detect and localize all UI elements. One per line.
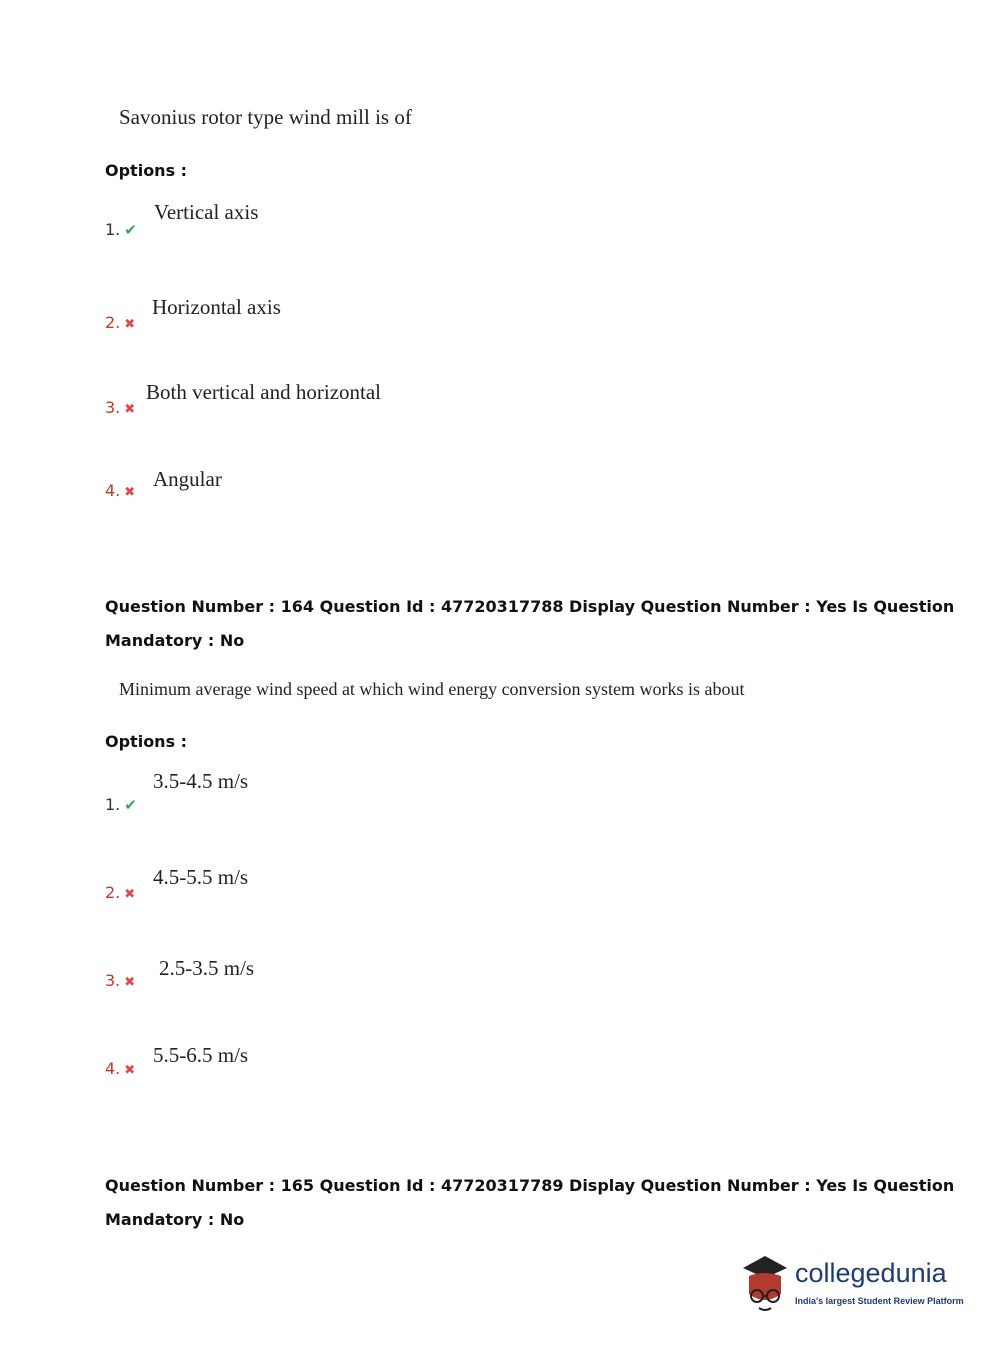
cross-icon: ✖ xyxy=(124,1063,136,1078)
option-text: 5.5-6.5 m/s xyxy=(153,1043,249,1067)
option-text: 4.5-5.5 m/s xyxy=(153,865,249,889)
options-label: Options : xyxy=(105,161,188,180)
option-number xyxy=(105,220,137,239)
options-label: Options : xyxy=(105,732,188,751)
logo-wordmark: collegedunia xyxy=(795,1258,947,1288)
option-text: Horizontal axis xyxy=(152,295,281,319)
option-index: 1. xyxy=(105,795,121,814)
option-index: 4. xyxy=(105,481,121,500)
question-text: Savonius rotor type wind mill is of xyxy=(119,105,412,129)
cross-icon: ✖ xyxy=(124,975,136,990)
cross-icon: ✖ xyxy=(124,317,136,332)
option-text: 3.5-4.5 m/s xyxy=(153,769,249,793)
logo-tagline: India's largest Student Review Platform xyxy=(795,1296,964,1306)
collegedunia-logo xyxy=(735,1250,965,1320)
option-index: 2. xyxy=(105,313,121,332)
check-icon: ✔ xyxy=(124,221,137,239)
check-icon: ✔ xyxy=(124,796,137,814)
option-number xyxy=(105,795,137,814)
mascot-icon xyxy=(735,1250,795,1320)
option-text: Vertical axis xyxy=(154,200,259,224)
option-index: 1. xyxy=(105,220,121,239)
question-meta: Question Number : 164 Question Id : 47720317788 Display Question Number : Yes Is Question xyxy=(105,597,955,616)
question-meta-mandatory: Mandatory : No xyxy=(105,1210,245,1229)
option-index: 2. xyxy=(105,883,121,902)
option-text: Angular xyxy=(153,467,222,491)
option-number xyxy=(105,1059,135,1078)
question-text: Minimum average wind speed at which wind energy conversion system works is about xyxy=(119,679,745,699)
cross-icon: ✖ xyxy=(124,485,136,500)
option-number xyxy=(105,398,135,417)
cross-icon: ✖ xyxy=(124,402,136,417)
question-meta: Question Number : 165 Question Id : 47720317789 Display Question Number : Yes Is Question xyxy=(105,1176,955,1195)
option-number xyxy=(105,481,135,500)
option-index: 3. xyxy=(105,971,121,990)
option-number xyxy=(105,313,135,332)
option-number xyxy=(105,971,135,990)
option-text: Both vertical and horizontal xyxy=(146,380,382,404)
question-meta-mandatory: Mandatory : No xyxy=(105,631,245,650)
option-text: 2.5-3.5 m/s xyxy=(159,956,255,980)
option-number xyxy=(105,883,135,902)
cross-icon: ✖ xyxy=(124,887,136,902)
option-index: 4. xyxy=(105,1059,121,1078)
option-index: 3. xyxy=(105,398,121,417)
